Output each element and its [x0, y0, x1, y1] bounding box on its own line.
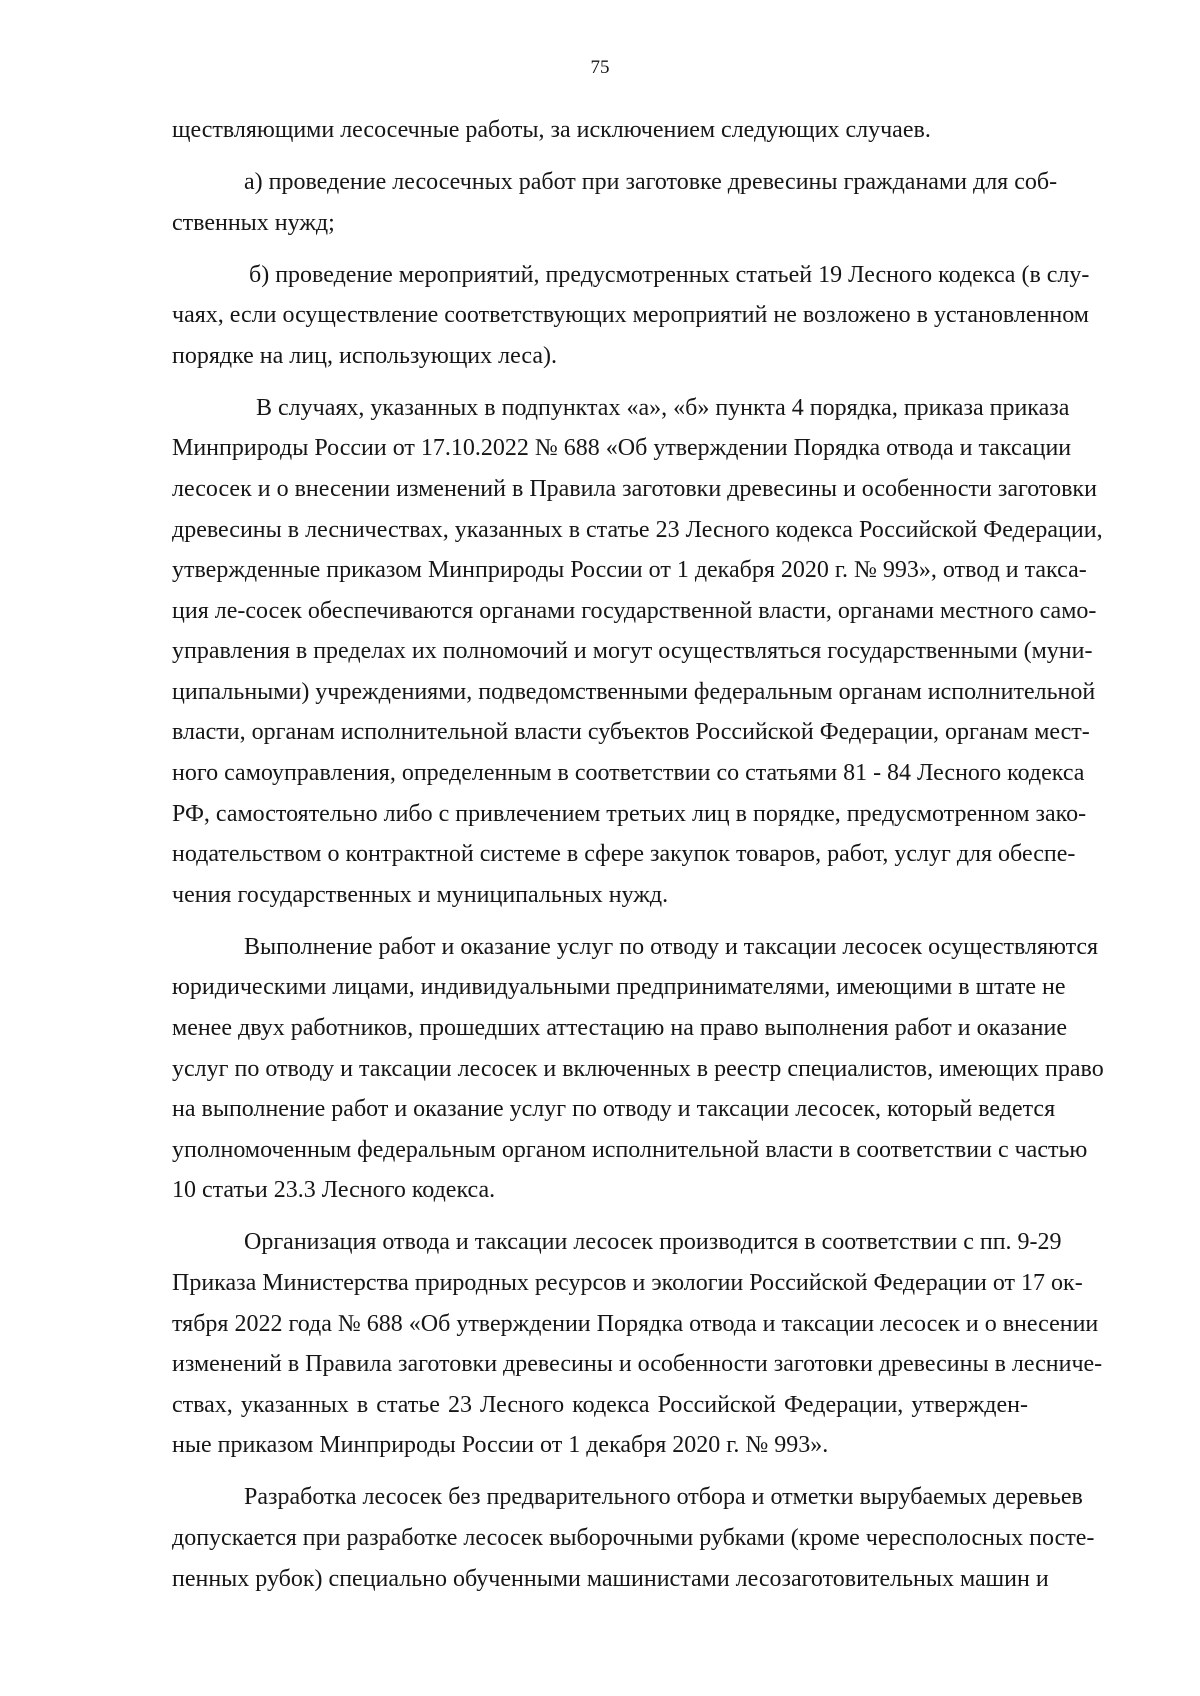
paragraph-gap: [172, 1466, 1028, 1477]
text-line: ципальными) учреждениями, подведомственными федеральным органам исполнительной: [172, 678, 1096, 705]
text-line: допускается при разработке лесосек выборочными рубками (кроме чересполосных посте-: [172, 1524, 1095, 1551]
paragraph-p2: [172, 162, 1058, 243]
text-line: древесины в лесничествах, указанных в статье 23 Лесного кодекса Российской Федерации,: [172, 516, 1103, 543]
text-line: Приказа Министерства природных ресурсов и экологии Российской Федерации от 17 ок-: [172, 1269, 1083, 1296]
text-line: изменений в Правила заготовки древесины и особенности заготовки древесины в лесниче-: [172, 1351, 1103, 1378]
text-line: управления в пределах их полномочий и могут осуществляться государственными (муни-: [172, 638, 1093, 665]
text-line: уполномоченным федеральным органом исполнительной власти в соответствии с частью: [172, 1136, 1088, 1163]
text-line: чаях, если осуществление соответствующих мероприятий не возложено в установленном: [172, 302, 1089, 329]
paragraph-p6: [172, 1222, 1103, 1466]
text-line: Организация отвода и таксации лесосек производится в соответствии с пп. 9-29: [244, 1229, 1062, 1256]
text-line: на выполнение работ и оказание услуг по отводу и таксации лесосек, который ведется: [172, 1096, 1056, 1123]
paragraph-p7: [172, 1477, 1095, 1599]
document-body: [172, 110, 1104, 1599]
text-line: услуг по отводу и таксации лесосек и включенных в реестр специалистов, имеющих право: [172, 1055, 1104, 1082]
paragraph-gap: [172, 1211, 1028, 1222]
text-line: ные приказом Минприроды России от 1 декабря 2020 г. № 993».: [172, 1432, 829, 1459]
text-line: 10 статьи 23.3 Лесного кодекса.: [172, 1177, 496, 1204]
text-line: порядке на лиц, использующих леса).: [172, 342, 557, 369]
text-line: ция ле-сосек обеспечиваются органами государственной власти, органами местного само-: [172, 597, 1097, 624]
text-line: менее двух работников, прошедших аттестацию на право выполнения работ и оказание: [172, 1015, 1068, 1042]
text-line: РФ, самостоятельно либо с привлечением третьих лиц в порядке, предусмотренном зако-: [172, 800, 1087, 827]
text-line: В случаях, указанных в подпунктах «а», «б» пункта 4 порядка, приказа приказа: [256, 394, 1070, 421]
text-line: утвержденные приказом Минприроды России от 1 декабря 2020 г. № 993», отвод и такса-: [172, 557, 1087, 584]
text-line: тября 2022 года № 688 «Об утверждении Порядка отвода и таксации лесосек и о внесении: [172, 1310, 1099, 1337]
text-line: юридическими лицами, индивидуальными предпринимателями, имеющими в штате не: [172, 974, 1066, 1001]
text-line: а) проведение лесосечных работ при заготовке древесины гражданами для соб-: [244, 168, 1058, 195]
text-line: чения государственных и муниципальных нужд.: [172, 881, 669, 908]
paragraph-gap: [172, 151, 1028, 162]
paragraph-p3: [172, 255, 1090, 377]
text-line: б) проведение мероприятий, предусмотренных статьей 19 Лесного кодекса (в слу-: [249, 261, 1090, 288]
text-line: власти, органам исполнительной власти субъектов Российской Федерации, органам мест-: [172, 719, 1090, 746]
paragraph-p4: [172, 388, 1103, 916]
page-number: 75: [590, 57, 610, 78]
paragraph-gap: [172, 376, 1028, 387]
paragraph-gap: [172, 243, 1028, 254]
paragraph-gap: [172, 915, 1028, 926]
paragraph-p5: [172, 927, 1104, 1211]
text-line: ществляющими лесосечные работы, за исключением следующих случаев.: [172, 117, 931, 143]
text-line: ственных нужд;: [172, 209, 335, 236]
text-line: ного самоуправления, определенным в соответствии со статьями 81 - 84 Лесного кодекса: [172, 760, 1085, 787]
paragraph-p1: [172, 110, 1028, 151]
text-line: лесосек и о внесении изменений в Правила заготовки древесины и особенности заготовки: [172, 475, 1097, 502]
text-line: Разработка лесосек без предварительного отбора и отметки вырубаемых деревьев: [244, 1484, 1083, 1511]
text-line: ствах, указанных в статье 23 Лесного кодекса Российской Федерации, утвержден-: [172, 1391, 1028, 1418]
text-line: пенных рубок) специально обученными машинистами лесозаготовительных машин и: [172, 1565, 1049, 1592]
text-line: нодательством о контрактной системе в сфере закупок товаров, работ, услуг для обеспе-: [172, 841, 1076, 868]
text-line: Выполнение работ и оказание услуг по отводу и таксации лесосек осуществляются: [244, 933, 1099, 960]
text-line: Минприроды России от 17.10.2022 № 688 «Об утверждении Порядка отвода и таксации: [172, 435, 1072, 462]
